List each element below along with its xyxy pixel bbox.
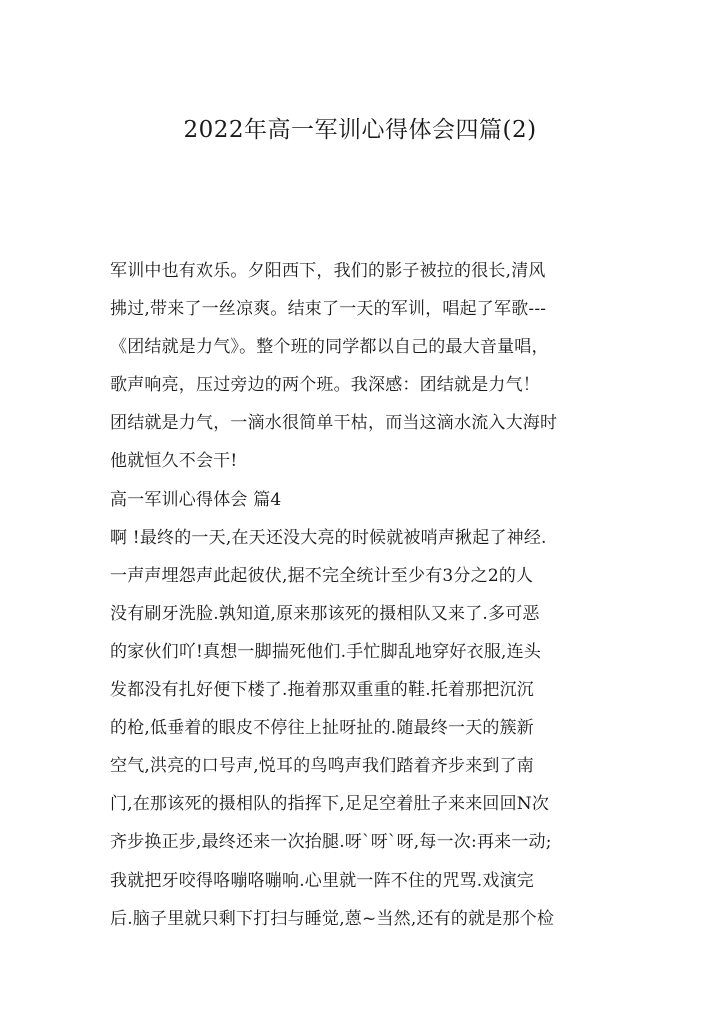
text-line: 发都没有扎好便下楼了.拖着那双重重的鞋.托着那把沉沉 <box>110 680 535 701</box>
text-line: 拂过,带来了一丝凉爽。结束了一天的军训，唱起了军歌--- <box>110 299 547 320</box>
text-line: 团结就是力气，一滴水很简单干枯，而当这滴水流入大海时 <box>110 413 558 434</box>
text-line: 门,在那该死的摄相队的指挥下,足足空着肚子来来回回N次 <box>110 794 550 815</box>
text-line: 齐步换正步,最终还来一次抬腿.呀`呀`呀,每一次:再来一动; <box>110 832 552 853</box>
text-line: 空气,洪亮的口号声,悦耳的鸟鸣声我们踏着齐步来到了南 <box>110 756 535 777</box>
text-line: 啊 !最终的一天,在天还没大亮的时候就被哨声揪起了神经. <box>110 527 547 548</box>
text-line: 的家伙们吖!真想一脚揣死他们.手忙脚乱地穿好衣服,连头 <box>110 641 542 662</box>
document-body <box>110 252 630 938</box>
text-line: 后.脑子里就只剩下打扫与睡觉,蒽~当然,还有的就是那个检 <box>110 908 555 929</box>
text-line: 的枪,低垂着的眼皮不停往上扯呀扯的.随最终一天的簇新 <box>110 718 535 739</box>
text-line: 一声声埋怨声此起彼伏,据不完全统计至少有3分之2的人 <box>110 565 534 586</box>
text-line: 《团结就是力气》。整个班的同学都以自己的最大音量唱， <box>110 337 549 358</box>
text-line: 军训中也有欢乐。夕阳西下，我们的影子被拉的很长,清风 <box>110 261 546 281</box>
text-line: 没有刷牙洗脸.孰知道,原来那该死的摄相队又来了.多可恶 <box>110 603 540 624</box>
text-line: 我就把牙咬得咯嘣咯嘣响.心里就一阵不住的咒骂.戏演完 <box>110 870 535 891</box>
document-title: 2022年高一军训心得体会四篇(2) <box>183 117 537 143</box>
text-line: 他就恒久不会干! <box>110 451 238 472</box>
text-line: 歌声响亮，压过旁边的两个班。我深感：团结就是力气！ <box>110 375 540 396</box>
section-heading: 高一军训心得体会 篇4 <box>110 489 282 510</box>
